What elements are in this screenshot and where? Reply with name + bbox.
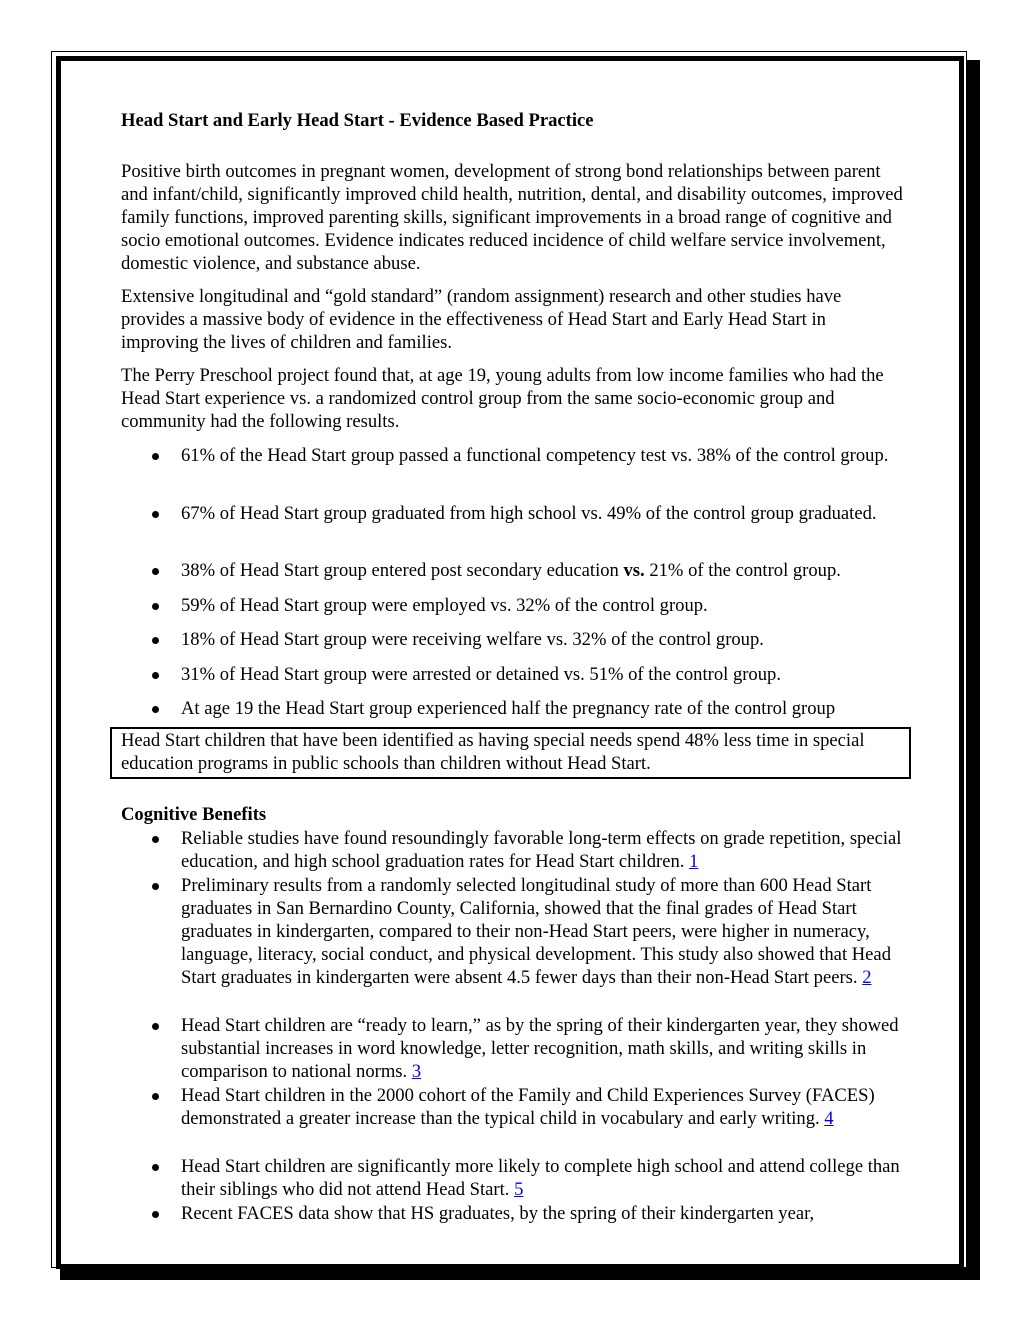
perry-paragraph: The Perry Preschool project found that, at age 19, young adults from low income families who had the Head Start experience vs. a randomized control group from the same socio-economic group and community had the following results. — [121, 365, 884, 432]
bullet-icon — [152, 836, 159, 843]
list-item: 61% of the Head Start group passed a functional competency test vs. 38% of the control group. — [181, 444, 903, 467]
list-item: Head Start children are significantly more likely to complete high school and attend college than their siblings who did not attend Head Start. 5 — [181, 1155, 903, 1201]
bullet-icon — [152, 453, 159, 460]
list-item: 59% of Head Start group were employed vs. 32% of the control group. — [181, 594, 903, 617]
callout-text: Head Start children that have been identified as having special needs spend 48% less time in special education programs in public schools than children without Head Start. — [121, 730, 865, 774]
list-item: Head Start children in the 2000 cohort of the Family and Child Experiences Survey (FACES) demonstrated a greater increase than the typical child in vocabulary and early writing. 4 — [181, 1084, 903, 1130]
list-item: At age 19 the Head Start group experienced half the pregnancy rate of the control group — [181, 697, 921, 720]
bullet-icon — [152, 637, 159, 644]
special-needs-callout — [110, 727, 911, 779]
bullet-icon — [152, 603, 159, 610]
footnote-link[interactable]: 4 — [824, 1108, 834, 1129]
footnote-link[interactable]: 2 — [862, 967, 872, 988]
bullet-icon — [152, 706, 159, 713]
list-item: 18% of Head Start group were receiving welfare vs. 32% of the control group. — [181, 628, 903, 651]
list-item: Head Start children are “ready to learn,” as by the spring of their kindergarten year, they showed substantial increases in word knowledge, letter recognition, math skills, and writing skills in comparison to national norms. 3 — [181, 1014, 903, 1083]
document-title: Head Start and Early Head Start - Evidence Based Practice — [121, 110, 594, 131]
list-item: Preliminary results from a randomly selected longitudinal study of more than 600 Head Start graduates in San Bernardino County, California, showed that the final grades of Head Start graduates in kindergarten, compared to their non-Head Start peers, were higher in numeracy, language, literacy, social conduct, and physical development. This study also showed that Head Start graduates in kindergarten were absent 4.5 fewer days than their non-Head Start peers. 2 — [181, 874, 903, 989]
bullet-icon — [152, 672, 159, 679]
footnote-link[interactable]: 1 — [689, 851, 699, 872]
bullet-icon — [152, 1093, 159, 1100]
cognitive-heading: Cognitive Benefits — [121, 804, 267, 825]
bullet-icon — [152, 1023, 159, 1030]
list-item: 67% of Head Start group graduated from high school vs. 49% of the control group graduated. — [181, 502, 903, 525]
bullet-icon — [152, 568, 159, 575]
evidence-paragraph: Extensive longitudinal and “gold standard” (random assignment) research and other studies have provides a massive body of evidence in the effectiveness of Head Start and Early Head Start in improving the lives of children and families. — [121, 286, 842, 353]
list-item: Recent FACES data show that HS graduates, by the spring of their kindergarten year, — [181, 1202, 903, 1225]
footnote-link[interactable]: 3 — [411, 1061, 422, 1082]
list-item: Reliable studies have found resoundingly favorable long-term effects on grade repetition, special education, and high school graduation rates for Head Start children. 1 — [181, 827, 903, 873]
list-item: 38% of Head Start group entered post secondary education vs. 21% of the control group. — [181, 559, 903, 582]
bullet-icon — [152, 1164, 159, 1171]
bullet-icon — [152, 1211, 159, 1218]
bullet-icon — [152, 511, 159, 518]
list-item: 31% of Head Start group were arrested or detained vs. 51% of the control group. — [181, 663, 903, 686]
footnote-link[interactable]: 5 — [514, 1179, 524, 1200]
bullet-icon — [152, 883, 159, 890]
intro-paragraph: Positive birth outcomes in pregnant women, development of strong bond relationships between parent and infant/child, significantly improved child health, nutrition, dental, and disability outcomes, improved family functions, improved parenting skills, significant improvements in a broad range of cognitive and socio emotional outcomes. Evidence indicates reduced incidence of child welfare service involvement, domestic violence, and substance abuse. — [121, 161, 903, 274]
